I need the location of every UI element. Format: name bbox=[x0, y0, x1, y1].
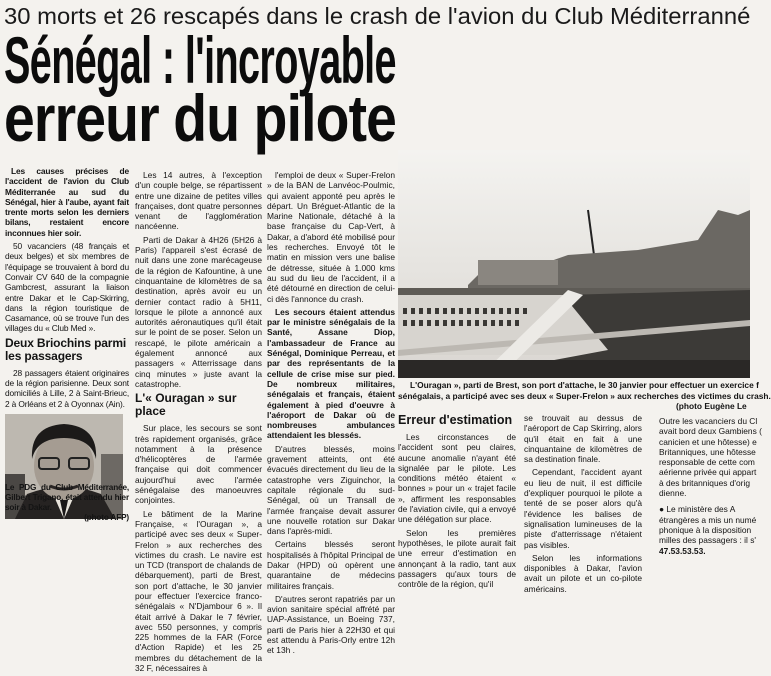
caption-line: sénégalais, a participé avec ses deux « Super-Frelon » aux recherches des victimes du crash. bbox=[398, 390, 771, 401]
ship-photo-caption bbox=[398, 380, 771, 412]
column-2 bbox=[135, 170, 262, 676]
paragraph: Selon les informations disponibles à Dakar, l'avion avait un pilote et un co-pilote américains. bbox=[524, 552, 642, 594]
text-line: étrangères a mis un numé bbox=[659, 514, 757, 525]
portrait-photo bbox=[5, 414, 123, 481]
photo-credit: (photo AFP) bbox=[84, 512, 129, 522]
subheading: Deux Briochins parmi les passagers bbox=[5, 335, 127, 363]
text-line: dienne. bbox=[659, 488, 687, 499]
photo-credit: (photo Eugène Le bbox=[676, 401, 747, 411]
column-4 bbox=[398, 412, 516, 592]
paragraph: D'autres blessés, moins gravement atteints, ont été évacués directement du lieu de la catastrophe vers Ziguinchor, la capitale régionale du sud-Sénégal, où un Transall de l'armée française devait assurer une nouvelle rotation sur Dakar dans l'après-midi. bbox=[267, 443, 395, 537]
text-line: avait bord deux Gambiens ( bbox=[659, 426, 762, 437]
text-line: Britanniques, une hôtesse bbox=[659, 446, 756, 457]
subheading: L'« Ouragan » sur place bbox=[135, 391, 237, 419]
headline-line-2: erreur du pilote bbox=[4, 81, 397, 155]
paragraph: 28 passagers étaient originaires de la région parisienne. Deux sont domiciliés à Lille, 2 à Saint-Brieuc, 2 à Orléans et 2 à Oyonnax (Ain). bbox=[5, 367, 129, 409]
paragraph: 50 vacanciers (48 français et deux belges) et six membres de l'équipage se trouvaient à bord du Convair CV 640 de la compagnie Gambcrest, assurant la liaison entre Dakar et le Cap-Skirring, dans la région touristique de Casamance, où se trouve l'un des villages du « Club Med ». bbox=[5, 241, 129, 334]
paragraph: l'emploi de deux « Super-Frelon » de la BAN de Lanvéoc-Poulmic, qui avaient apponté peu après le départ. Un Bréguet-Atlantic de la Marine Nationale, détaché à la base française du Cap-Vert, à Dakar, a d'abord été mobilisé pour les recherches. Envoyé tôt le matin en mission vers une balise de détresse, située à 1.000 kms au sud du lieu de l'accident, il a été détourné en direction de celui-ci dès l'annonce du crash. bbox=[267, 170, 395, 304]
text-line: responsable de cette com bbox=[659, 457, 755, 468]
lead-paragraph: Les causes précises de l'accident de l'avion du Club Méditerranée au sud du Sénégal, hier à l'aube, ayant fait trente morts selon les derniers bilans, restaient encore inconnues hier soir. bbox=[5, 166, 129, 238]
paragraph: Sur place, les secours se sont très rapidement organisés, grâce notamment à la présence d'hélicoptères de l'armée française qui doit commencer aujourd'hui avec l'armée sénégalaise des manoeuvres conjointes. bbox=[135, 423, 262, 506]
text-line: aérienne privée qui appart bbox=[659, 467, 757, 478]
paragraph: Parti de Dakar à 4H26 (5H26 à Paris) l'appareil s'est écrasé de nuit dans une zone marécageuse de la région de Kafountine, à une cinquantaine de kilomètres de sa destination, après avoir eu un dernier contact radio à 5H11, lorsque le pilote a annoncé aux autorités aéronautiques qu'il était sur le point de se poser. Selon un rescapé, le pilote américain a également annoncé aux passagers « Atterrissage dans cinq minutes » juste avant la catastrophe. bbox=[135, 234, 262, 389]
headline-line-1: Sénégal : l'incroyable bbox=[4, 23, 396, 97]
column-3 bbox=[267, 170, 395, 659]
paragraph: Les circonstances de l'accident sont peu claires, aucune anomalie n'ayant été signalée par le pilote. Les conditions météo étaient « bonnes » pour un « trajet facile », affirment les responsables de l'aviation civile, qui a envoyé une délégation sur place. bbox=[398, 432, 516, 525]
column-1 bbox=[5, 166, 129, 523]
text-line: à des britanniques d'orig bbox=[659, 477, 750, 488]
text-line: 47.53.53.53. bbox=[659, 545, 706, 556]
paragraph: Certains blessés seront hospitalisés à l'hôpital Principal de Dakar (HPD) où opèrent une quarantaine de médecins militaires français. bbox=[267, 539, 395, 591]
column-1-text bbox=[5, 166, 129, 412]
text-line: canicien et une hôtesse) e bbox=[659, 436, 757, 447]
caption-line: L'Ouragan », parti de Brest, son port d'attache, le 30 janvier pour effectuer un exercice f bbox=[410, 380, 759, 390]
paragraph: Les 14 autres, à l'exception d'un couple belge, se répartissent entre une dizaine de petites villes françaises, dont quatre personnes venant de l'agglomération nancéenne. bbox=[135, 170, 262, 232]
text-line: phonique à la disposition bbox=[659, 524, 752, 535]
paragraph: Les secours étaient attendus par le ministre sénégalais de la Santé, Assane Diop, l'ambassadeur de France au Sénégal, Dominique Perreau, et par des représentants de la cellule de crise mise sur pied. De nombreux militaires, sénégalais et français, étaient également à pied d'oeuvre à l'aéroport de Dakar où de nombreuses ambulances attendaient les blessés. bbox=[267, 306, 395, 441]
paragraph: Selon les premières hypothèses, le pilote aurait fait une erreur d'estimation en annonçant à la radio, tant aux passagers qu'aux tours de contrôle de la région, qu'il bbox=[398, 527, 516, 590]
photo-caption: Le PDG du Club Méditerranée, Gilbert Trigano, était attendu hier soir à Dakar. bbox=[5, 482, 129, 512]
text-line: milles des passagers : il s' bbox=[659, 535, 757, 546]
subheading: Erreur d'estimation bbox=[398, 413, 513, 427]
column-5 bbox=[524, 413, 642, 597]
column-6 bbox=[659, 416, 762, 556]
paragraph: Le bâtiment de la Marine Française, « l'Ouragan », a participé avec ses deux « Super-Frelon » aux recherches des victimes du crash. Le navire est un TCD (transport de chalands de débarquement), parti de Brest, son port d'attache, le 30 janvier pour effectuer l'exercice franco-sénégalais « N'Djambour 6 ». Il était arrivé à Dakar le 7 février, avec 550 personnes, y compris 225 hommes de la FAR (Force d'Action Rapide) et les 25 membres du détachement de la 32 F, nécessaires à bbox=[135, 508, 262, 674]
paragraph: D'autres seront rapatriés par un avion sanitaire spécial affrété par UAP-Assistance, un Boeing 737, parti de Paris hier à 22H30 et qui est attendu à Paris-Orly entre 12h et 13h . bbox=[267, 593, 395, 656]
text-line: Outre les vacanciers du Cl bbox=[659, 416, 758, 426]
kicker-headline: 30 morts et 26 rescapés dans le crash de l'avion du Club Méditerranné bbox=[4, 3, 751, 29]
ship-photo bbox=[398, 150, 750, 378]
paragraph: se trouvait au dessus de l'aéroport de Cap Skirring, alors qu'il était en fait à une cinquantaine de kilomètres de sa destination finale. bbox=[524, 413, 642, 465]
paragraph: Cependant, l'accident ayant eu lieu de nuit, il est difficile d'expliquer pourquoi le pilote a tenté de se poser alors qu'à l'évidence les balises de signalisation lumineuses de la piste d'atterrissage n'étaient pas visibles. bbox=[524, 467, 642, 550]
text-line: ● Le ministère des A bbox=[659, 504, 736, 515]
